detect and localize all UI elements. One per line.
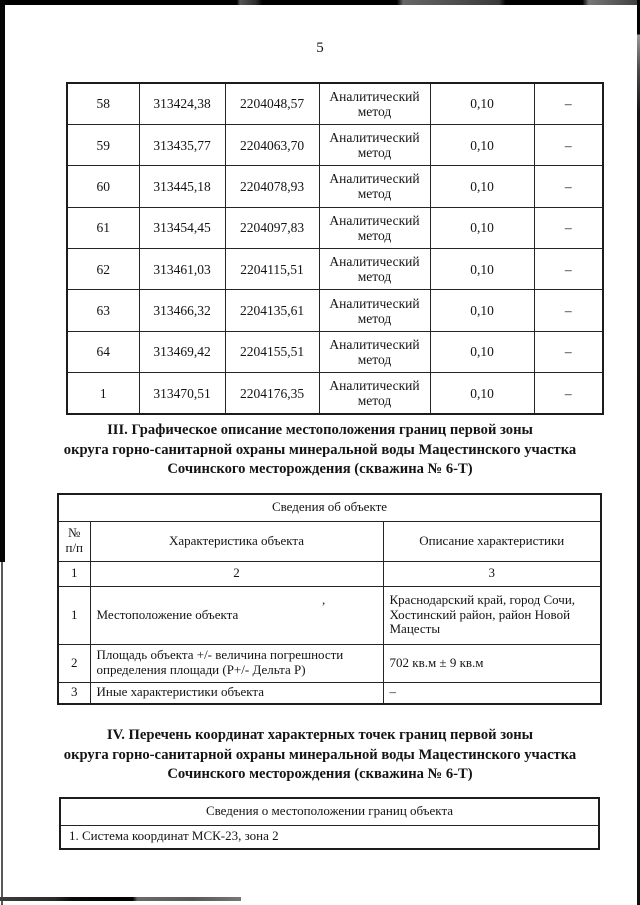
table-cell: 2204078,93 — [225, 166, 319, 207]
scan-stray-mark: , — [322, 592, 326, 607]
table-cell: Иные характеристики объекта — [90, 682, 383, 704]
table-cell: – — [534, 290, 603, 331]
table-cell: 702 кв.м ± 9 кв.м — [383, 644, 601, 682]
table-cell: Аналитический метод — [319, 83, 430, 124]
table-row — [67, 373, 603, 414]
column-header: Характеристика объекта — [90, 521, 383, 561]
table-cell: Аналитический метод — [319, 249, 430, 290]
column-header: № п/п — [58, 521, 90, 561]
table-cell: 2204135,61 — [225, 290, 319, 331]
heading-line: Сочинского месторождения (скважина № 6-Т) — [167, 766, 473, 782]
scan-edge-bottom — [0, 897, 241, 901]
table-row — [58, 644, 601, 682]
table-cell: 60 — [67, 166, 139, 207]
table-cell: 0,10 — [430, 124, 534, 165]
table-header-row — [58, 521, 601, 561]
column-header: Описание характеристики — [383, 521, 601, 561]
table-cell: 58 — [67, 83, 139, 124]
table-row — [58, 682, 601, 704]
table-cell: Местоположение объекта — [90, 586, 383, 644]
table-cell: 61 — [67, 207, 139, 248]
section-4-heading — [20, 726, 620, 785]
table-cell: 313445,18 — [139, 166, 225, 207]
table-cell: 2204048,57 — [225, 83, 319, 124]
page-number: 5 — [316, 40, 324, 56]
table-cell: 1 — [67, 373, 139, 414]
table-cell: 313435,77 — [139, 124, 225, 165]
table-cell: 0,10 — [430, 166, 534, 207]
table-row — [67, 331, 603, 372]
table-cell: 2 — [58, 644, 90, 682]
table-cell: 2204115,51 — [225, 249, 319, 290]
table-cell: – — [534, 207, 603, 248]
table-cell: Аналитический метод — [319, 373, 430, 414]
column-number-row — [58, 561, 601, 586]
table-cell: 2204176,35 — [225, 373, 319, 414]
table-cell: 2204063,70 — [225, 124, 319, 165]
table-cell: Аналитический метод — [319, 207, 430, 248]
table-cell: 0,10 — [430, 331, 534, 372]
table-row — [67, 290, 603, 331]
table-cell: – — [534, 373, 603, 414]
table-cell: – — [534, 124, 603, 165]
table-title: Сведения об объекте — [58, 494, 601, 521]
table-row — [58, 586, 601, 644]
table-cell: Аналитический метод — [319, 331, 430, 372]
table-row — [67, 83, 603, 124]
boundaries-table — [59, 797, 600, 850]
table-cell: Краснодарский край, город Сочи, Хостинский район, район Новой Мацесты — [383, 586, 601, 644]
table-cell: – — [534, 83, 603, 124]
table-title-row — [58, 494, 601, 521]
scan-edge-left-lower — [1, 562, 3, 905]
table-cell: 64 — [67, 331, 139, 372]
section-3-heading — [20, 421, 620, 480]
table-cell: 1 — [58, 586, 90, 644]
table-cell: 313466,32 — [139, 290, 225, 331]
heading-line: округа горно-санитарной охраны минеральной воды Мацестинского участка — [63, 746, 577, 763]
table-row — [67, 207, 603, 248]
table-cell: Аналитический метод — [319, 124, 430, 165]
table-cell: 62 — [67, 249, 139, 290]
table-row — [60, 825, 599, 849]
heading-line: Сочинского месторождения (скважина № 6-Т) — [167, 461, 473, 477]
table-cell: – — [534, 331, 603, 372]
table-cell: 0,10 — [430, 207, 534, 248]
table-cell: 0,10 — [430, 249, 534, 290]
table-cell: – — [383, 682, 601, 704]
table-cell: – — [534, 249, 603, 290]
table-cell: Аналитический метод — [319, 290, 430, 331]
table-cell: 0,10 — [430, 290, 534, 331]
table-cell: – — [534, 166, 603, 207]
table-cell: 0,10 — [430, 83, 534, 124]
table-cell: 0,10 — [430, 373, 534, 414]
table-title: Сведения о местоположении границ объекта — [60, 798, 599, 825]
table-cell: 3 — [58, 682, 90, 704]
table-cell: 313469,42 — [139, 331, 225, 372]
table-cell: 2204155,51 — [225, 331, 319, 372]
table-title-row — [60, 798, 599, 825]
scan-edge-left — [0, 0, 5, 562]
heading-line: округа горно-санитарной охраны минеральной воды Мацестинского участка — [63, 441, 577, 458]
table-row — [67, 124, 603, 165]
scan-edge-top — [0, 0, 640, 5]
object-info-table — [57, 493, 602, 705]
column-number: 1 — [58, 561, 90, 586]
table-row — [67, 166, 603, 207]
table-cell: 63 — [67, 290, 139, 331]
table-row — [67, 249, 603, 290]
column-number: 3 — [383, 561, 601, 586]
table-cell: 313454,45 — [139, 207, 225, 248]
table-cell: 313424,38 — [139, 83, 225, 124]
table-cell: 313461,03 — [139, 249, 225, 290]
table-cell: 313470,51 — [139, 373, 225, 414]
heading-line: IV. Перечень координат характерных точек границ первой зоны — [106, 727, 534, 743]
table-cell: Аналитический метод — [319, 166, 430, 207]
table-cell: 1. Система координат МСК-23, зона 2 — [60, 825, 599, 849]
column-number: 2 — [90, 561, 383, 586]
table-cell: 2204097,83 — [225, 207, 319, 248]
heading-line: III. Графическое описание местоположения границ первой зоны — [107, 422, 533, 438]
table-cell: 59 — [67, 124, 139, 165]
coordinates-table — [66, 82, 604, 415]
table-cell: Площадь объекта +/- величина погрешности определения площади (Р+/- Дельта Р) — [90, 644, 383, 682]
